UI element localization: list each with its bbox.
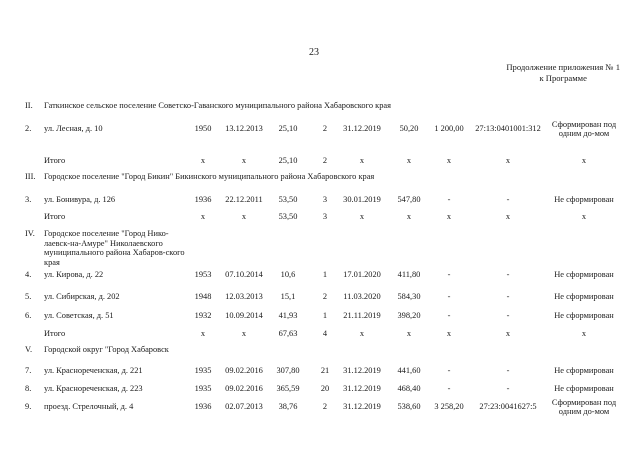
cell-date: 09.02.2016: [225, 366, 263, 375]
cell-status: Сформирован под одним до-мом: [551, 120, 617, 138]
cell-status: x: [581, 212, 587, 221]
cell-land: -: [447, 384, 451, 393]
cell-deadline: x: [359, 156, 365, 165]
cell-cadastre: 27:13:0401001:312: [475, 124, 541, 133]
cell-cadastre: x: [505, 212, 511, 221]
cell-status: Не сформирован: [554, 366, 614, 375]
cell-area: 307,80: [276, 366, 300, 375]
cell-people: 4: [322, 329, 328, 338]
cell-address: Итого: [44, 212, 66, 221]
cell-area: 53,50: [278, 195, 298, 204]
cell-cadastre: -: [506, 292, 510, 301]
section-title: Городское поселение "Город Нико-лаевск-на-Амуре" Николаевского муниципального района Хабаров-ского края: [44, 229, 185, 267]
cell-date: 10.09.2014: [225, 311, 263, 320]
cell-date: x: [241, 156, 247, 165]
cell-num: 4.: [25, 270, 32, 279]
cell-area: 365,59: [276, 384, 300, 393]
cell-people: 2: [322, 292, 328, 301]
cell-status: Не сформирован: [554, 195, 614, 204]
cell-land: -: [447, 292, 451, 301]
cell-date: 02.07.2013: [225, 402, 263, 411]
cell-address: Итого: [44, 329, 66, 338]
cell-deadline: x: [359, 329, 365, 338]
section-title: Гаткинское сельское поселение Советско-Гаванского муниципального района Хабаровского края: [44, 101, 391, 110]
cell-area: 25,10: [278, 156, 298, 165]
section-title: Городской округ "Город Хабаровск: [44, 345, 169, 354]
section-title: Городское поселение "Город Бикин" Бикинского муниципального района Хабаровского края: [44, 172, 375, 181]
page-number: 23: [309, 47, 319, 58]
cell-status: Не сформирован: [554, 292, 614, 301]
section-number: IV.: [25, 229, 35, 238]
cell-land: x: [446, 329, 452, 338]
cell-area2: x: [406, 329, 412, 338]
cell-area: 15,1: [280, 292, 296, 301]
cell-status: x: [581, 329, 587, 338]
cell-area: 67,63: [278, 329, 298, 338]
cell-people: 21: [320, 366, 330, 375]
cell-area2: 411,80: [397, 270, 421, 279]
cell-land: -: [447, 311, 451, 320]
cell-cadastre: x: [505, 329, 511, 338]
cell-status: x: [581, 156, 587, 165]
cell-area: 41,93: [278, 311, 298, 320]
cell-status: Сформирован под одним до-мом: [551, 398, 617, 416]
cell-land: 1 200,00: [434, 124, 464, 133]
cell-people: 3: [322, 195, 328, 204]
cell-area2: 547,80: [397, 195, 421, 204]
cell-address: ул. Краснореченская, д. 221: [44, 366, 143, 375]
section-number: III.: [25, 172, 36, 181]
cell-num: 9.: [25, 402, 32, 411]
cell-address: ул. Советская, д. 51: [44, 311, 114, 320]
cell-year: 1950: [194, 124, 212, 133]
cell-address: Итого: [44, 156, 66, 165]
cell-people: 1: [322, 270, 328, 279]
cell-date: 12.03.2013: [225, 292, 263, 301]
cell-address: ул. Лесная, д. 10: [44, 124, 103, 133]
appendix-line-2: к Программе: [539, 73, 587, 83]
cell-deadline: x: [359, 212, 365, 221]
cell-num: 7.: [25, 366, 32, 375]
section-number: II.: [25, 101, 33, 110]
cell-deadline: 17.01.2020: [343, 270, 381, 279]
cell-deadline: 31.12.2019: [343, 124, 381, 133]
cell-area: 10,6: [280, 270, 296, 279]
cell-status: Не сформирован: [554, 311, 614, 320]
cell-year: 1932: [194, 311, 212, 320]
cell-cadastre: -: [506, 311, 510, 320]
cell-address: ул. Сибирская, д. 202: [44, 292, 120, 301]
cell-cadastre: -: [506, 270, 510, 279]
cell-cadastre: x: [505, 156, 511, 165]
cell-people: 3: [322, 212, 328, 221]
cell-address: проезд. Стрелочный, д. 4: [44, 402, 134, 411]
cell-num: 8.: [25, 384, 32, 393]
cell-date: 09.02.2016: [225, 384, 263, 393]
cell-deadline: 21.11.2019: [343, 311, 381, 320]
cell-people: 2: [322, 402, 328, 411]
cell-cadastre: -: [506, 384, 510, 393]
appendix-header: [506, 62, 620, 84]
cell-people: 2: [322, 124, 328, 133]
cell-date: 13.12.2013: [225, 124, 263, 133]
cell-num: 6.: [25, 311, 32, 320]
cell-area2: 398,20: [397, 311, 421, 320]
cell-year: 1935: [194, 384, 212, 393]
cell-area2: 468,40: [397, 384, 421, 393]
cell-date: 22.12.2011: [225, 195, 263, 204]
cell-area: 25,10: [278, 124, 298, 133]
cell-deadline: 30.01.2019: [343, 195, 381, 204]
cell-land: -: [447, 270, 451, 279]
cell-deadline: 31.12.2019: [343, 384, 381, 393]
cell-area2: 584,30: [397, 292, 421, 301]
cell-year: 1935: [194, 366, 212, 375]
cell-year: 1936: [194, 402, 212, 411]
section-number: V.: [25, 345, 33, 354]
cell-people: 20: [320, 384, 330, 393]
cell-area: 38,76: [278, 402, 298, 411]
cell-area2: 441,60: [397, 366, 421, 375]
cell-cadastre: 27:23:0041627:5: [479, 402, 537, 411]
cell-year: 1936: [194, 195, 212, 204]
cell-date: x: [241, 212, 247, 221]
cell-address: ул. Кирова, д. 22: [44, 270, 104, 279]
cell-land: x: [446, 156, 452, 165]
cell-people: 2: [322, 156, 328, 165]
cell-year: 1948: [194, 292, 212, 301]
cell-deadline: 31.12.2019: [343, 366, 381, 375]
appendix-line-1: Продолжение приложения № 1: [506, 62, 620, 72]
cell-num: 2.: [25, 124, 32, 133]
cell-area2: 538,60: [397, 402, 421, 411]
cell-year: x: [200, 156, 206, 165]
cell-date: 07.10.2014: [225, 270, 263, 279]
cell-cadastre: -: [506, 366, 510, 375]
cell-date: x: [241, 329, 247, 338]
cell-land: x: [446, 212, 452, 221]
cell-year: x: [200, 329, 206, 338]
cell-area2: x: [406, 212, 412, 221]
cell-num: 5.: [25, 292, 32, 301]
cell-area: 53,50: [278, 212, 298, 221]
cell-deadline: 31.12.2019: [343, 402, 381, 411]
cell-area2: 50,20: [399, 124, 419, 133]
cell-people: 1: [322, 311, 328, 320]
cell-land: -: [447, 195, 451, 204]
cell-num: 3.: [25, 195, 32, 204]
cell-cadastre: -: [506, 195, 510, 204]
cell-deadline: 11.03.2020: [343, 292, 381, 301]
cell-address: ул. Краснореченская, д. 223: [44, 384, 143, 393]
cell-land: 3 258,20: [434, 402, 464, 411]
cell-year: x: [200, 212, 206, 221]
cell-status: Не сформирован: [554, 384, 614, 393]
cell-land: -: [447, 366, 451, 375]
cell-address: ул. Бонивура, д. 126: [44, 195, 116, 204]
cell-status: Не сформирован: [554, 270, 614, 279]
cell-year: 1953: [194, 270, 212, 279]
cell-area2: x: [406, 156, 412, 165]
